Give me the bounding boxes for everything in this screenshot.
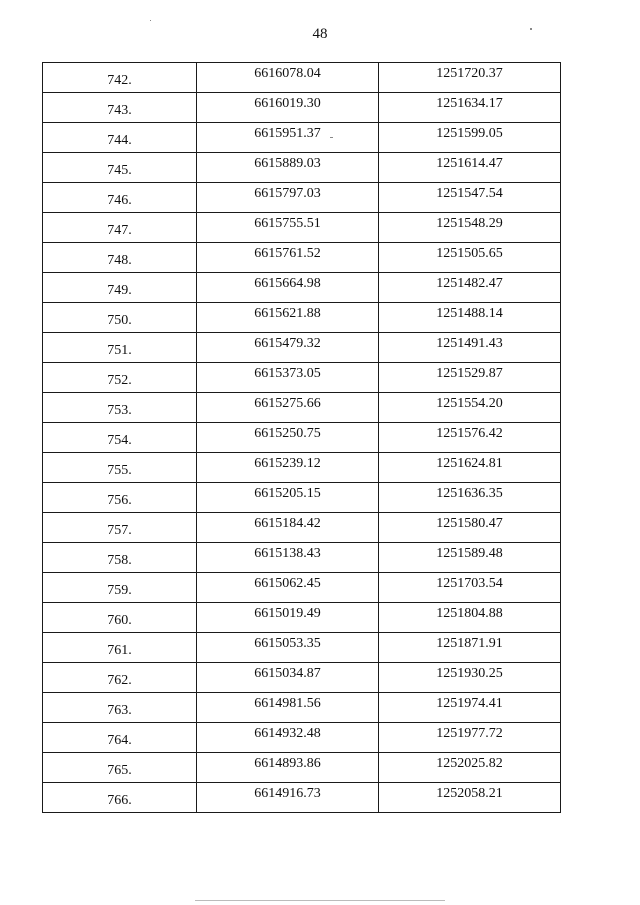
x-coordinate-cell: 6616078.04 [197,63,379,93]
table-row [43,633,561,663]
table-row [43,783,561,813]
y-coordinate-cell: 1252025.82 [379,753,561,783]
row-number-cell: 749. [43,273,197,303]
scan-speck [530,28,532,30]
row-number-cell: 758. [43,543,197,573]
y-coordinate-cell: 1251977.72 [379,723,561,753]
y-coordinate-cell: 1251634.17 [379,93,561,123]
y-coordinate-cell: 1251589.48 [379,543,561,573]
table-row [43,723,561,753]
table-row [43,273,561,303]
y-coordinate-cell: 1251624.81 [379,453,561,483]
x-coordinate-cell: 6615761.52 [197,243,379,273]
table-row [43,603,561,633]
x-coordinate-cell: 6615019.49 [197,603,379,633]
scan-speck [150,20,151,21]
scan-speck [330,137,333,138]
y-coordinate-cell: 1251636.35 [379,483,561,513]
x-coordinate-cell: 6614981.56 [197,693,379,723]
coordinates-table [42,62,561,813]
x-coordinate-cell: 6615621.88 [197,303,379,333]
table-row [43,183,561,213]
x-coordinate-cell: 6615664.98 [197,273,379,303]
x-coordinate-cell: 6614893.86 [197,753,379,783]
x-coordinate-cell: 6614932.48 [197,723,379,753]
table-row [43,453,561,483]
y-coordinate-cell: 1251703.54 [379,573,561,603]
y-coordinate-cell: 1251529.87 [379,363,561,393]
row-number-cell: 742. [43,63,197,93]
table-row [43,513,561,543]
table-row [43,243,561,273]
row-number-cell: 753. [43,393,197,423]
x-coordinate-cell: 6615797.03 [197,183,379,213]
table-row [43,333,561,363]
y-coordinate-cell: 1251804.88 [379,603,561,633]
row-number-cell: 764. [43,723,197,753]
x-coordinate-cell: 6615755.51 [197,213,379,243]
row-number-cell: 757. [43,513,197,543]
x-coordinate-cell: 6615184.42 [197,513,379,543]
table-row [43,483,561,513]
table-row [43,153,561,183]
table-row [43,663,561,693]
y-coordinate-cell: 1251491.43 [379,333,561,363]
y-coordinate-cell: 1251554.20 [379,393,561,423]
y-coordinate-cell: 1251720.37 [379,63,561,93]
x-coordinate-cell: 6615239.12 [197,453,379,483]
row-number-cell: 750. [43,303,197,333]
y-coordinate-cell: 1251488.14 [379,303,561,333]
table-row [43,363,561,393]
row-number-cell: 754. [43,423,197,453]
coordinates-table-body [43,63,561,813]
table-row [43,63,561,93]
table-row [43,423,561,453]
table-row [43,573,561,603]
x-coordinate-cell: 6614916.73 [197,783,379,813]
x-coordinate-cell: 6616019.30 [197,93,379,123]
x-coordinate-cell: 6615138.43 [197,543,379,573]
y-coordinate-cell: 1251580.47 [379,513,561,543]
row-number-cell: 763. [43,693,197,723]
row-number-cell: 747. [43,213,197,243]
y-coordinate-cell: 1251871.91 [379,633,561,663]
x-coordinate-cell: 6615373.05 [197,363,379,393]
table-row [43,693,561,723]
x-coordinate-cell: 6615062.45 [197,573,379,603]
row-number-cell: 765. [43,753,197,783]
table-row [43,753,561,783]
y-coordinate-cell: 1251614.47 [379,153,561,183]
row-number-cell: 745. [43,153,197,183]
row-number-cell: 766. [43,783,197,813]
x-coordinate-cell: 6615250.75 [197,423,379,453]
y-coordinate-cell: 1251576.42 [379,423,561,453]
table-row [43,213,561,243]
row-number-cell: 746. [43,183,197,213]
row-number-cell: 759. [43,573,197,603]
table-row [43,123,561,153]
table-row [43,93,561,123]
y-coordinate-cell: 1251599.05 [379,123,561,153]
y-coordinate-cell: 1251482.47 [379,273,561,303]
x-coordinate-cell: 6615034.87 [197,663,379,693]
row-number-cell: 760. [43,603,197,633]
row-number-cell: 762. [43,663,197,693]
x-coordinate-cell: 6615951.37 [197,123,379,153]
row-number-cell: 752. [43,363,197,393]
page-number: 48 [312,26,328,42]
table-row [43,543,561,573]
table-row [43,393,561,423]
x-coordinate-cell: 6615479.32 [197,333,379,363]
y-coordinate-cell: 1251505.65 [379,243,561,273]
x-coordinate-cell: 6615889.03 [197,153,379,183]
x-coordinate-cell: 6615053.35 [197,633,379,663]
scan-line [195,900,445,901]
x-coordinate-cell: 6615205.15 [197,483,379,513]
table-row [43,303,561,333]
row-number-cell: 743. [43,93,197,123]
x-coordinate-cell: 6615275.66 [197,393,379,423]
y-coordinate-cell: 1251974.41 [379,693,561,723]
row-number-cell: 744. [43,123,197,153]
row-number-cell: 756. [43,483,197,513]
y-coordinate-cell: 1251930.25 [379,663,561,693]
y-coordinate-cell: 1251548.29 [379,213,561,243]
y-coordinate-cell: 1252058.21 [379,783,561,813]
row-number-cell: 748. [43,243,197,273]
row-number-cell: 751. [43,333,197,363]
row-number-cell: 761. [43,633,197,663]
row-number-cell: 755. [43,453,197,483]
y-coordinate-cell: 1251547.54 [379,183,561,213]
